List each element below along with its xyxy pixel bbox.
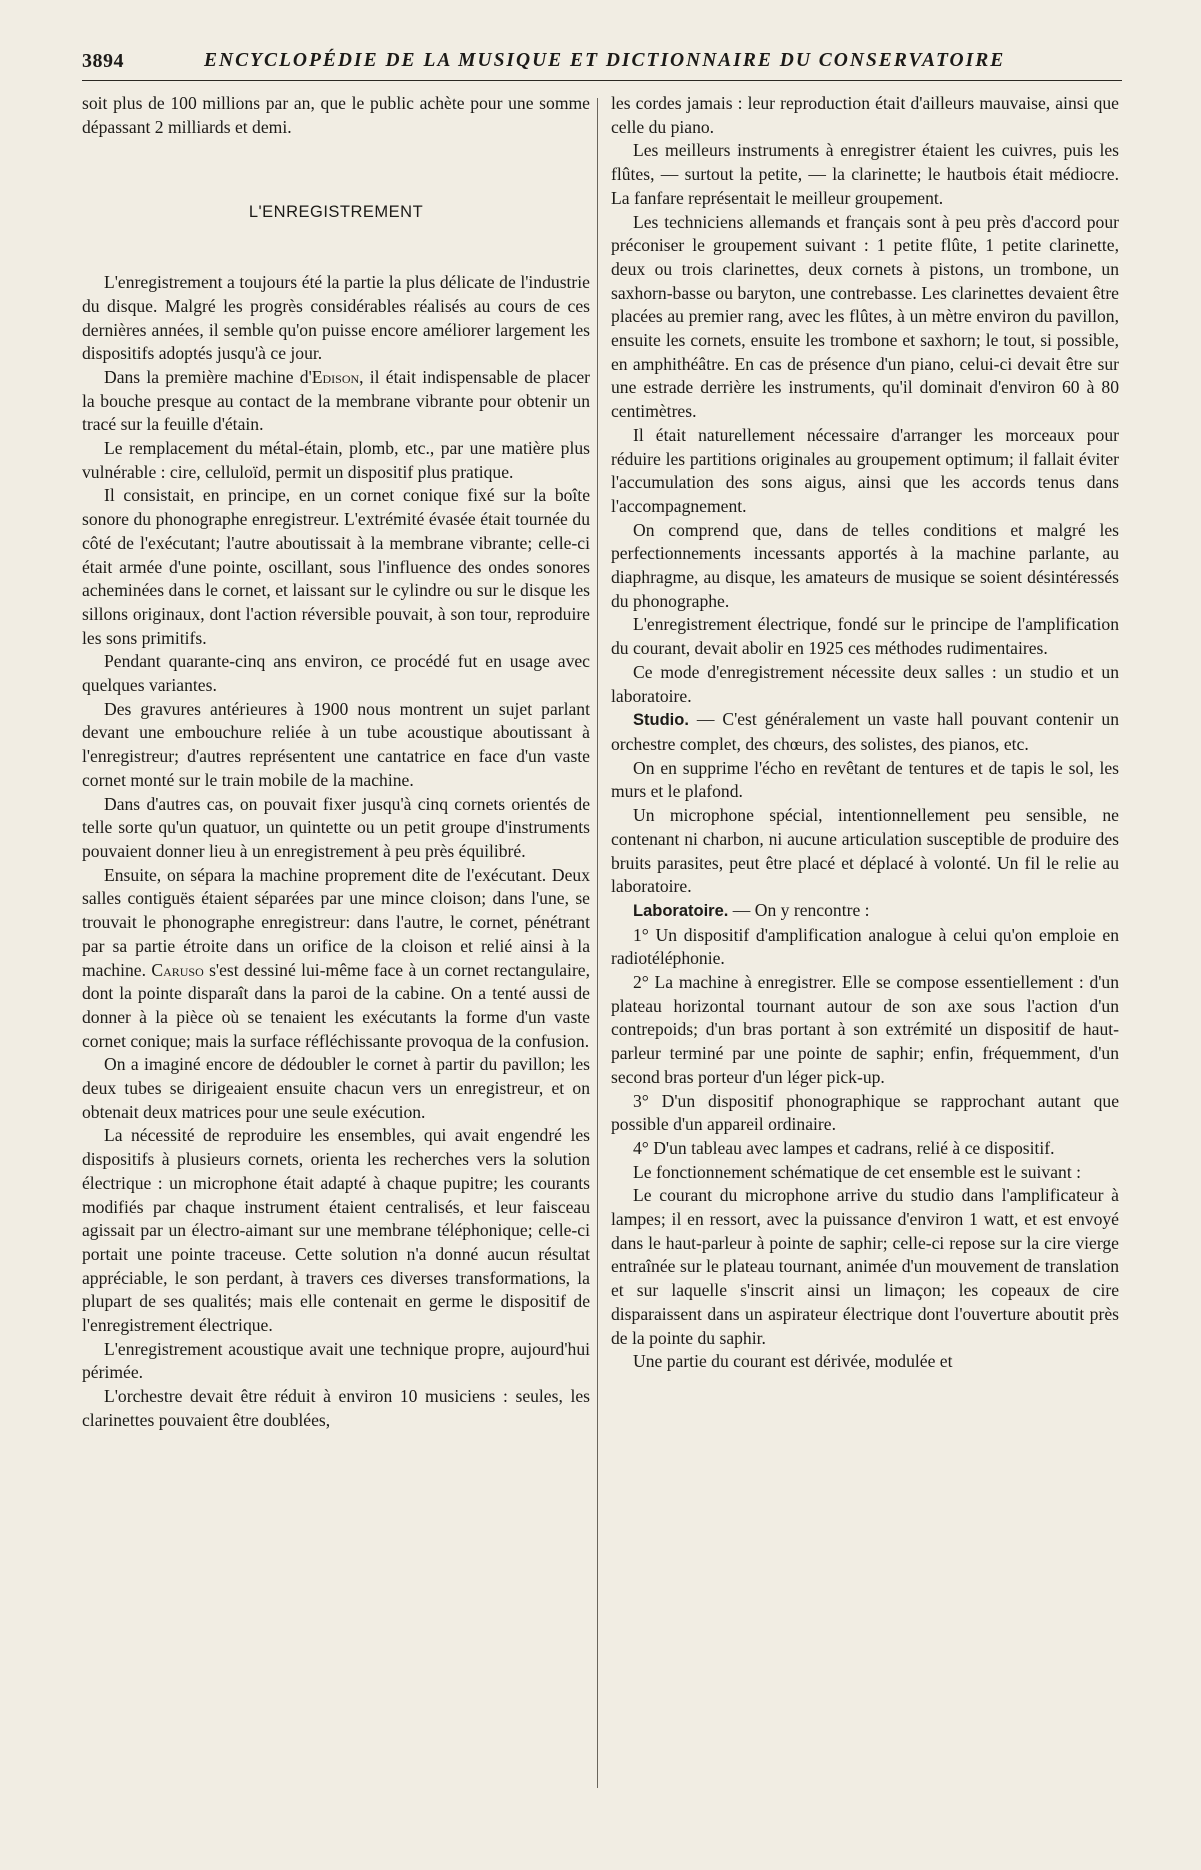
paragraph: Il était naturellement nécessaire d'arranger les morceaux pour réduire les partitions originales au groupement optimum; il fallait éviter l'accumulation des sons aigus, ainsi que les accords tenus dans l'accompagnement. <box>611 424 1119 516</box>
page-number: 3894 <box>82 50 124 72</box>
paragraph: Une partie du courant est dérivée, modulée et <box>633 1351 953 1372</box>
paragraph: On comprend que, dans de telles conditions et malgré les perfectionnements incessants apportés à la machine parlante, au diaphragme, au disque, les amateurs de musique se soient désintéressés du phonographe. <box>611 519 1119 611</box>
paragraph: On a imaginé encore de dédoubler le cornet à partir du pavillon; les deux tubes se dirigeaient ensuite chacun vers un enregistreur, et on obtenait deux matrices pour une seule exécution. <box>82 1054 590 1122</box>
paragraph: Un microphone spécial, intentionnellement peu sensible, ne contenant ni charbon, ni aucune articulation susceptible de produire des bruits parasites, peut être placé et déplacé à volonté. Un fil le relie au laboratoire. <box>611 805 1119 897</box>
paragraph: Le remplacement du métal-étain, plomb, etc., par une matière plus vulnérable : cire, celluloïd, permit un dispositif plus pratique. <box>82 438 590 482</box>
paragraph: Dans d'autres cas, on pouvait fixer jusqu'à cinq cornets orientés de telle sorte qu'un quatuor, un quintette ou un petit groupe d'instruments pouvaient donner lieu à un enregistrement à peu près équilibré. <box>82 793 590 861</box>
paragraph: Ensuite, on sépara la machine proprement dite de l'exécutant. Deux salles contiguës étaient séparées par une mince cloison; dans l'une, se trouvait le phonographe enregistreur: dans l'autre, le cornet, pénétrant par sa partie étroite dans un orifice de la cloison et relié ainsi à la machine. Caruso s'est dessiné lui-même face à un cornet rectangulaire, dont la pointe disparaît dans la paroi de la cabine. On a tenté aussi de donner à la pièce où se tenaient les exécutants la forme d'un vaste cornet conique; mais la surface réfléchissante provoqua de la confusion. <box>82 864 591 1051</box>
paragraph: L'enregistrement a toujours été la partie la plus délicate de l'industrie du disque. Malgré les progrès considérables réalisés au cours de ces dernières années, il semble qu'on puisse encore améliorer largement les dispositifs adoptés jusqu'à ce jour. <box>82 272 590 364</box>
paragraph: Les techniciens allemands et français sont à peu près d'accord pour préconiser le groupement suivant : 1 petite flûte, 1 petite clarinette, deux ou trois clarinettes, deux cornets à pistons, un trombone, un saxhorn-basse ou baryton, une contrebasse. Les clarinettes devaient être placées au premier rang, avec les flûtes, à un mètre environ du pavillon, ensuite les cornets, ensuite les trombone et saxhorn; le tout, si possible, en amphithéâtre. En cas de présence d'un piano, celui-ci devait être sur une estrade derrière les instruments, qu'il dominait d'environ 60 à 80 centimètres. <box>611 211 1119 422</box>
paragraph: L'orchestre devait être réduit à environ 10 musiciens : seules, les clarinettes pouvaient être doublées, <box>82 1386 590 1430</box>
paragraph: Des gravures antérieures à 1900 nous montrent un sujet parlant devant une embouchure reliée à un tube acoustique aboutissant à l'enregistreur; d'autres représentent une cantatrice en face d'un vaste cornet monté sur le train mobile de la machine. <box>82 698 590 790</box>
paragraph: Il consistait, en principe, en un cornet conique fixé sur la boîte sonore du phonographe enregistreur. L'extrémité évasée était tournée du côté de l'exécutant; l'autre aboutissait à la membrane vibrante; celle-ci était armée d'une pointe, oscillant, sous l'influence des ondes sonores acheminées dans le cornet, et laissant sur le cylindre ou sur le disque les sillons originaux, dont l'action réversible pouvait, à son tour, reproduire les sons primitifs. <box>82 485 590 648</box>
list-item: 4° D'un tableau avec lampes et cadrans, relié à ce dispositif. <box>633 1137 1055 1158</box>
paragraph: Le fonctionnement schématique de cet ensemble est le suivant : <box>633 1161 1081 1182</box>
paragraph: Le courant du microphone arrive du studio dans l'amplificateur à lampes; il en ressort, avec la puissance d'environ 1 watt, et est envoyé dans le haut-parleur à pointe de saphir; celle-ci repose sur la cire vierge entraînée sur le plateau tournant, animée d'un mouvement de translation et sur laquelle s'inscrit ainsi un limaçon; les copeaux de cire disparaissent dans un aspirateur électrique dont l'ouverture aboutit près de la pointe du saphir. <box>611 1185 1119 1348</box>
column-divider <box>597 98 598 1788</box>
paragraph: Les meilleurs instruments à enregistrer étaient les cuivres, puis les flûtes, — surtout la petite, — la clarinette; le hautbois était médiocre. La fanfare représentait le meilleur groupement. <box>611 140 1119 208</box>
name-edison: Edison <box>311 366 360 387</box>
list-item: 3° D'un dispositif phonographique se rapprochant autant que possible d'un appareil ordinaire. <box>611 1090 1119 1135</box>
right-column <box>611 92 1119 1374</box>
list-item: 1° Un dispositif d'amplification analogue à celui qu'on emploie en radiotéléphonie. <box>611 924 1119 969</box>
paragraph: L'enregistrement acoustique avait une technique propre, aujourd'hui périmée. <box>82 1338 590 1383</box>
paragraph: La nécessité de reproduire les ensembles, qui avait engendré les dispositifs à plusieurs cornets, orienta les recherches vers la solution électrique : un microphone était adapté à chaque pupitre; les courants modifiés par chaque instrument étaient centralisés, et leur faisceau agissait par un électro-aimant sur une membrane téléphonique; celle-ci portait une pointe traceuse. Cette solution n'a donné aucun résultat appréciable, le son perdant, à travers ces diverses transformations, la plupart de ses qualités; mais elle contenait en germe le dispositif de l'enregistrement électrique. <box>82 1125 590 1336</box>
name-caruso: Caruso <box>151 959 204 980</box>
section-title: L'ENREGISTREMENT <box>248 203 424 222</box>
subheading-studio: Studio. <box>633 711 689 730</box>
paragraph: Laboratoire. — On y rencontre : <box>633 899 870 920</box>
subheading-laboratoire: Laboratoire. <box>633 901 729 920</box>
paragraph: Dans la première machine d'Edison, il était indispensable de placer la bouche presque au contact de la membrane vibrante pour obtenir un tracé sur la feuille d'étain. <box>82 366 590 435</box>
paragraph: Studio. — C'est généralement un vaste hall pouvant contenir un orchestre complet, des chœurs, des solistes, des pianos, etc. <box>611 709 1119 754</box>
page-header <box>82 46 1122 81</box>
left-column <box>82 92 590 1433</box>
paragraph: On en supprime l'écho en revêtant de tentures et de tapis le sol, les murs et le plafond. <box>611 757 1119 802</box>
paragraph: Ce mode d'enregistrement nécessite deux salles : un studio et un laboratoire. <box>611 661 1119 706</box>
running-title: ENCYCLOPÉDIE DE LA MUSIQUE ET DICTIONNAIRE DU CONSERVATOIRE <box>204 50 1006 71</box>
paragraph: L'enregistrement électrique, fondé sur le principe de l'amplification du courant, devait abolir en 1925 ces méthodes rudimentaires. <box>611 614 1119 659</box>
list-item: 2° La machine à enregistrer. Elle se compose essentiellement : d'un plateau horizontal tournant autour de son axe sous l'action d'un contrepoids; d'un bras portant à son extrémité un dispositif de haut-parleur terminé par une pointe de saphir; enfin, fréquemment, d'un second bras porteur d'un léger pick-up. <box>611 972 1119 1087</box>
paragraph: Pendant quarante-cinq ans environ, ce procédé fut en usage avec quelques variantes. <box>82 651 590 696</box>
paragraph: les cordes jamais : leur reproduction était d'ailleurs mauvaise, ainsi que celle du piano. <box>611 93 1119 137</box>
paragraph: soit plus de 100 millions par an, que le public achète pour une somme dépassant 2 milliards et demi. <box>82 93 590 137</box>
